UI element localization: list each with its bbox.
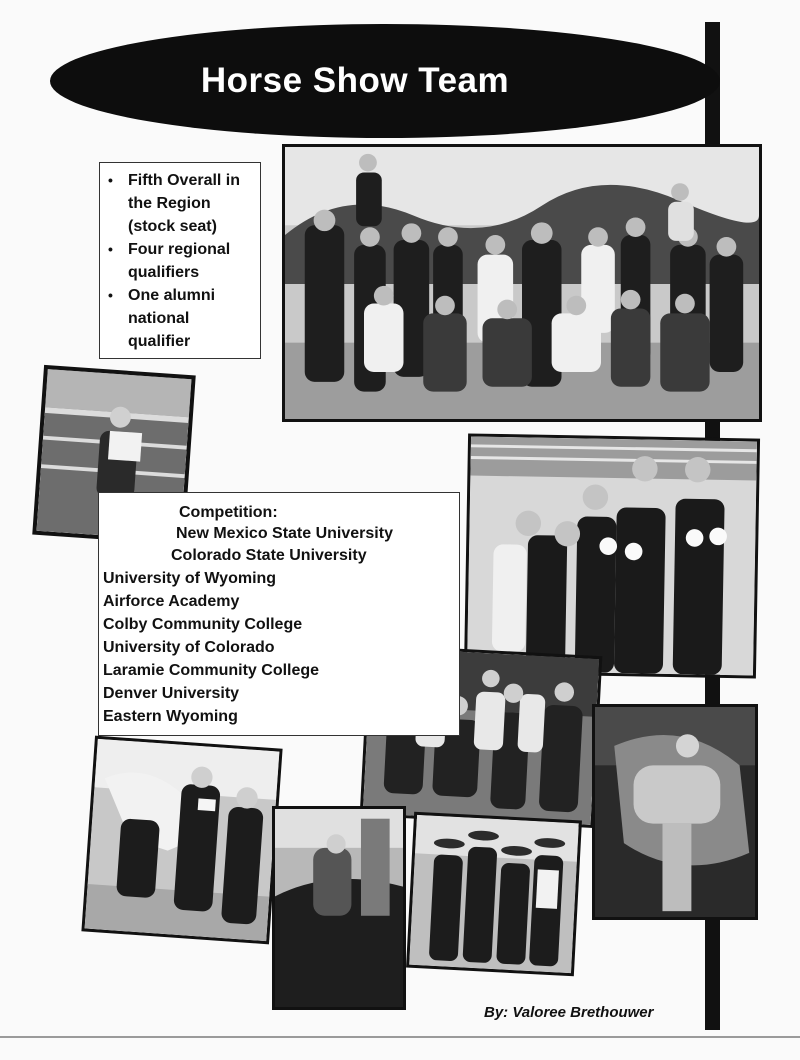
ribbon-winners-photo [464, 433, 760, 678]
facts-box [99, 162, 261, 359]
saddling-photo [272, 806, 406, 1010]
cowboy-hats-photo [406, 812, 582, 977]
horse-handlers-photo [81, 736, 282, 945]
competition-heading: Competition: [179, 504, 278, 521]
school-item: Denver University [103, 685, 240, 702]
school-item: Eastern Wyoming [103, 708, 238, 725]
title-banner [50, 24, 720, 138]
school-item: University of Colorado [103, 639, 275, 656]
facts-list [106, 169, 252, 353]
fact-item: • Four regional qualifiers [106, 238, 252, 284]
competition-box [98, 492, 460, 736]
grooming-photo [592, 704, 758, 920]
team-group-photo [282, 144, 762, 422]
school-item: New Mexico State University [176, 525, 393, 542]
school-item: Airforce Academy [103, 593, 240, 610]
school-item: Laramie Community College [103, 662, 320, 679]
school-item: University of Wyoming [103, 570, 277, 587]
fact-item: • One alumni national qualifier [106, 284, 252, 353]
byline: By: Valoree Brethouwer [484, 1004, 654, 1021]
page-bottom-edge [0, 1036, 800, 1038]
page-title: Horse Show Team [200, 61, 510, 100]
fact-item: • Fifth Overall in the Region (stock seat) [106, 169, 252, 238]
school-item: Colorado State University [171, 547, 367, 564]
school-item: Colby Community College [103, 616, 303, 633]
